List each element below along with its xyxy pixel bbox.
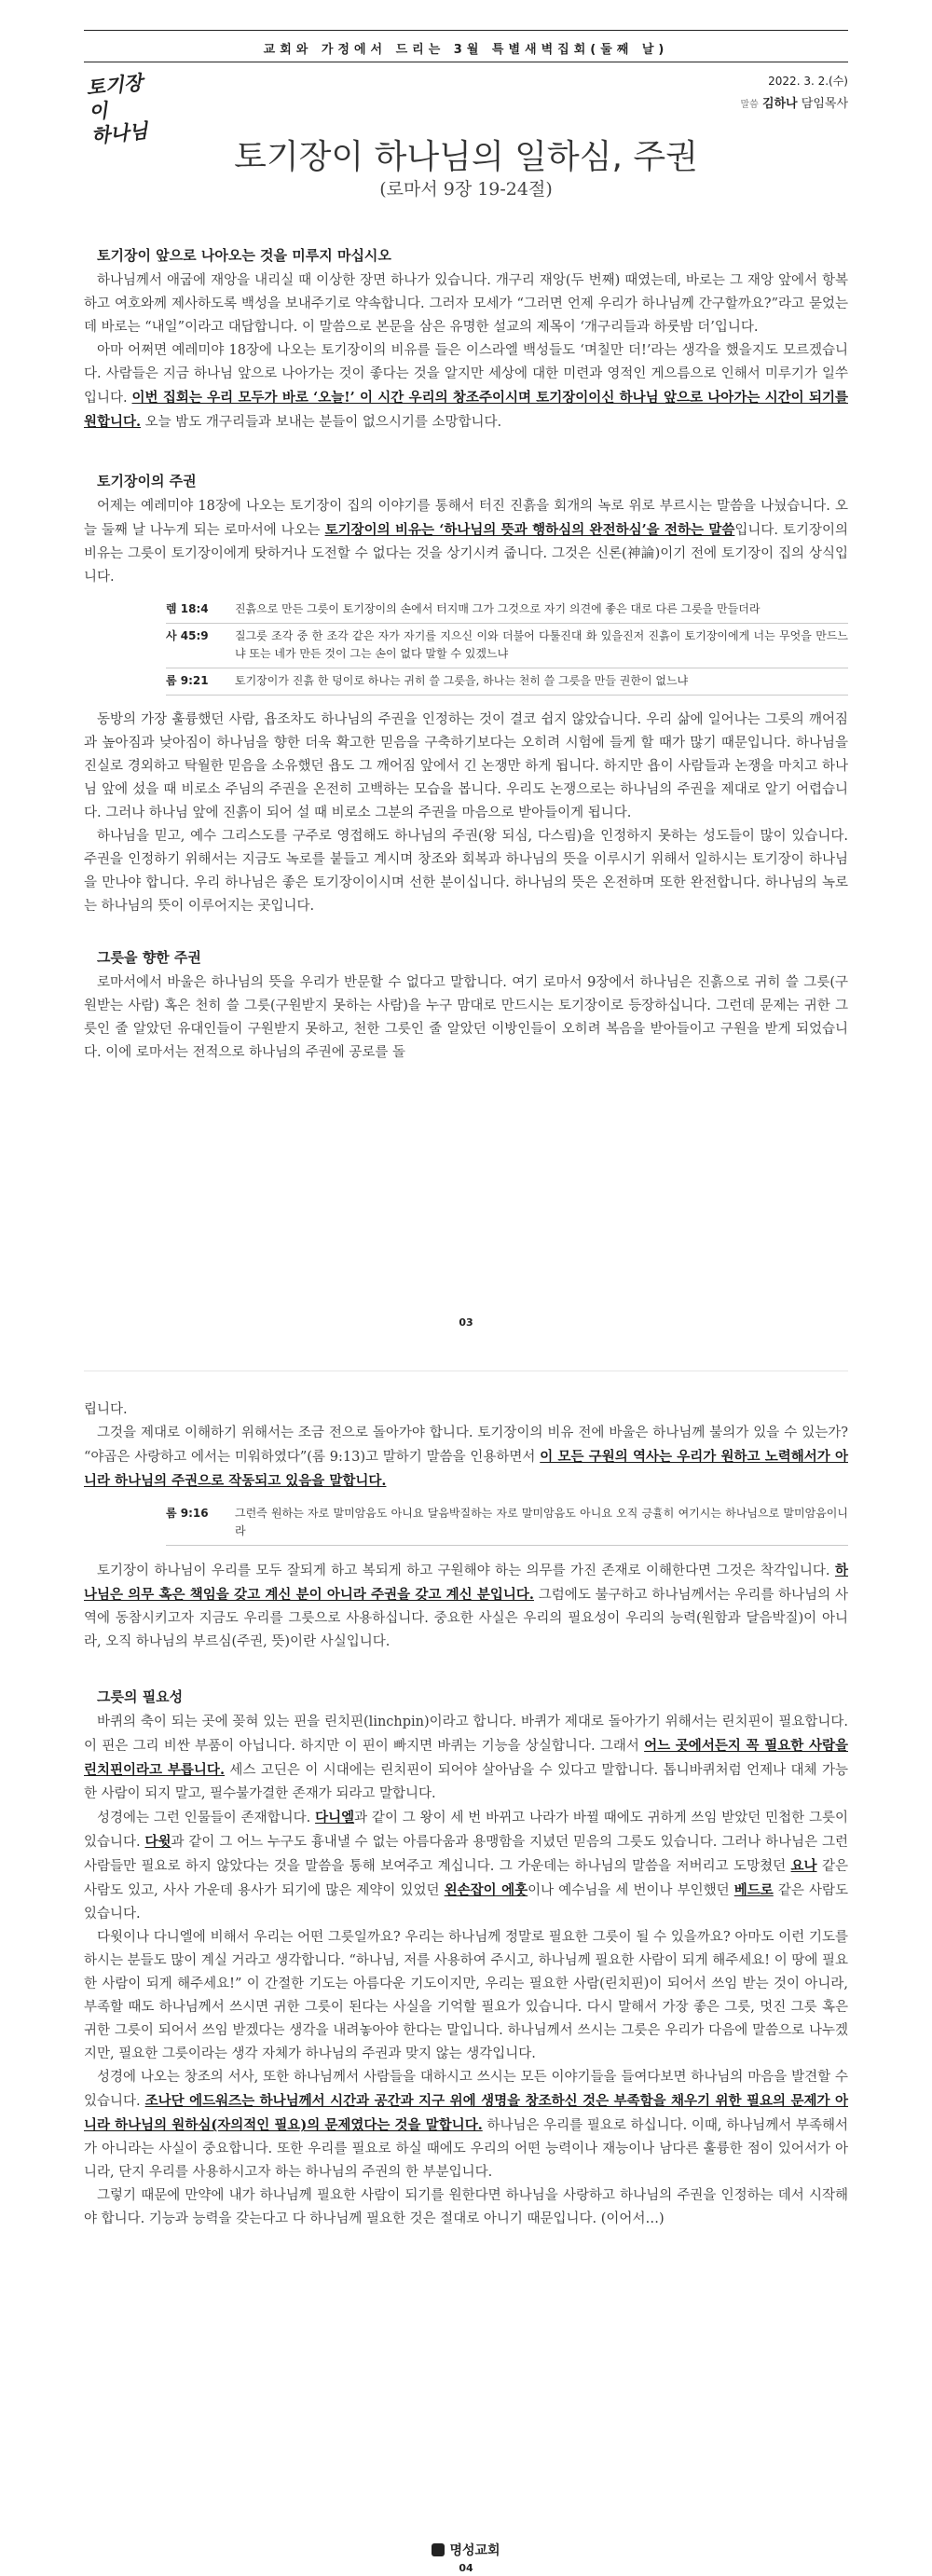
verse-reference: 사 45:9 xyxy=(166,629,209,642)
page-number: 03 xyxy=(459,1316,473,1329)
verse-row xyxy=(166,1501,848,1546)
highlight-text: 하나님은 의무 혹은 책임을 갖고 계신 분이 아니라 주권을 갖고 계신 분입니다. xyxy=(84,1563,848,1603)
section-heading: 그릇의 필요성 xyxy=(97,1688,184,1705)
paragraph: 그것을 제대로 이해하기 위해서는 조금 전으로 돌아가야 합니다. 토기장이의 비유 전에 바울은 하나님께 불의가 있을 수 있는가? “야곱은 사랑하고 에서는 미워하였다”(롬 9:13)고 말하기 말씀을 인용하면서 이 모든 구원의 역사는 우리가 원하고 노력해서가 아니라 하나님의 주권으로 작동되고 있음을 말합니다. xyxy=(84,1426,848,1489)
verse-text: 토기장이가 진흙 한 덩이로 하나는 귀히 쓸 그릇을, 하나는 천히 쓸 그릇을 만들 권한이 없느냐 xyxy=(235,674,689,687)
preacher-info xyxy=(740,93,848,111)
church-icon xyxy=(432,2543,445,2556)
paragraph: 아마 어쩌면 예레미야 18장에 나오는 토기장이의 비유를 들은 이스라엘 백성들도 ‘며칠만 더!’라는 생각을 했을지도 모르겠습니다. 사람들은 지금 하나님 앞으로 나아가는 것이 좋다는 것을 알지만 세상에 대한 미련과 영적인 게으름으로 인해서 미루기가 일쑤입니다. 이번 집회는 우리 모두가 바로 ‘오늘!’ 이 시간 우리의 창조주이시며 토기장이이신 하나님 앞으로 나아가는 시간이 되기를 원합니다. 오늘 밤도 개구리들과 보내는 분들이 없으시기를 소망합니다. xyxy=(84,343,848,430)
paragraph: 어제는 예레미야 18장에 나오는 토기장이 집의 이야기를 통해서 터진 진흙을 회개의 녹로 위로 부르시는 말씀을 나눴습니다. 오늘 둘째 날 나누게 되는 로마서에 나오는 토기장이의 비유는 ‘하나님의 뜻과 행하심의 완전하심’을 전하는 말씀입니다. 토기장이의 비유는 그릇이 토기장이에게 탓하거나 도전할 수 없다는 것을 상기시켜 줍니다. 그것은 신론(神論)이기 전에 토기장이 집의 상식입니다. xyxy=(84,499,848,585)
page-04-body xyxy=(84,1398,848,2231)
paragraph: 로마서에서 바울은 하나님의 뜻을 우리가 반문할 수 없다고 말합니다. 여기 로마서 9장에서 하나님은 진흙으로 귀히 쓸 그릇(구원받는 사람) 혹은 천히 쓸 그릇(구원받지 못하는 사람)을 누구 맘대로 만드시는 토기장이로 등장하십니다. 그런데 문제는 귀한 그릇인 줄 알았던 유대인들이 구원받지 못하고, 천한 그릇인 줄 알았던 이방인들이 오히려 복음을 받아들이고 구원을 받게 되었습니다. 이에 로마서는 전적으로 하나님의 주권에 공로를 돌 xyxy=(84,975,848,1060)
preacher-title: 담임목사 xyxy=(801,97,848,111)
person-name: 다윗 xyxy=(144,1834,171,1850)
person-name: 왼손잡이 에훗 xyxy=(444,1882,528,1898)
section-heading: 토기장이 앞으로 나아오는 것을 미루지 마십시오 xyxy=(97,247,391,264)
section-heading: 토기장이의 주권 xyxy=(97,473,197,489)
page-03-body xyxy=(84,244,848,1065)
paragraph: 바퀴의 축이 되는 곳에 꽂혀 있는 핀을 린치핀(linchpin)이라고 합니다. 바퀴가 제대로 돌아가기 위해서는 린치핀이 필요합니다. 이 핀은 그리 비싼 부품이 아닙니다. 하지만 이 핀이 빠지면 바퀴는 기능을 상실합니다. 그래서 어느 곳에서든지 꼭 필요한 사람을 린치핀이라고 부릅니다. 세스 고딘은 이 시대에는 린치핀이 되어야 살아남을 수 있다고 말합니다. 톱니바퀴처럼 언제나 대체 가능한 사람이 되지 말고, 필수불가결한 존재가 되라고 말합니다. xyxy=(84,1715,848,1801)
paragraph: 하나님께서 애굽에 재앙을 내리실 때 이상한 장면 하나가 있습니다. 개구리 재앙(두 번째) 때였는데, 바로는 그 재앙 앞에서 항복하고 여호와께 제사하도록 백성을 보내주기로 약속합니다. 그러자 모세가 “그러면 언제 우리가 하나님께 간구할까요?”라고 묻었는데 바로는 “내일”이라고 대답합니다. 이 말씀으로 본문을 삼은 유명한 설교의 제목이 ‘개구리들과 하룻밤 더’입니다. xyxy=(84,273,848,335)
highlight-text: 어느 곳에서든지 꼭 필요한 사람을 린치핀이라고 부릅니다. xyxy=(84,1738,848,1778)
paragraph: 하나님을 믿고, 예수 그리스도를 구주로 영접해도 하나님의 주권(왕 되심, 다스림)을 인정하지 못하는 성도들이 많이 있습니다. 주권을 인정하기 위해서는 지금도 녹로를 붙들고 계시며 창조와 회복과 하나님의 뜻을 이루시기 위해서 일하시는 토기장이 하나님을 만나야 합니다. 우리 하나님은 좋은 토기장이이시며 선한 분이십니다. 하나님의 뜻은 온전하며 또한 완전합니다. 하나님의 녹로는 하나님의 뜻이 이루어지는 곳입니다. xyxy=(84,829,848,914)
verse-reference: 렘 18:4 xyxy=(166,602,209,615)
verse-text: 그런즉 원하는 자로 말미암음도 아니요 달음박질하는 자로 말미암음도 아니요 오직 긍휼히 여기시는 하나님으로 말미암음이니라 xyxy=(235,1507,848,1537)
preacher-label: 말씀 xyxy=(740,100,759,110)
verse-reference: 롬 9:16 xyxy=(166,1507,209,1520)
church-logo xyxy=(0,2541,932,2559)
section-heading: 그릇을 향한 주권 xyxy=(97,949,201,966)
person-name: 요나 xyxy=(790,1858,817,1874)
verse-table xyxy=(84,597,848,696)
paragraph: 그렇기 때문에 만약에 내가 하나님께 필요한 사람이 되기를 원한다면 하나님을 사랑하고 하나님의 주권을 인정하는 데서 시작해야 합니다. 기능과 능력을 갖는다고 다 하나님께 필요한 것은 절대로 아니기 때문입니다. (이어서…) xyxy=(84,2188,848,2226)
preacher-name: 김하나 xyxy=(761,97,798,111)
verse-table xyxy=(84,1501,848,1546)
church-name: 명성교회 xyxy=(449,2543,500,2558)
header-top-rule xyxy=(84,30,848,31)
paragraph: 립니다. xyxy=(84,1402,128,1417)
paragraph: 다윗이나 다니엘에 비해서 우리는 어떤 그릇일까요? 우리는 하나님께 정말로 필요한 그릇이 될 수 있을까요? 아마도 이런 기도를 하시는 분들도 많이 계실 거라고 생각합니다. “하나님, 저를 사용하여 주시고, 하나님께 필요한 사람이 되게 해주세요! 이 땅에 필요한 사람이 되게 해주세요!” 이 간절한 기도는 아름다운 기도이지만, 우리는 필요한 사람(린치핀)이 되어서 쓰임 받는 것이 아니라, 부족할 때도 하나님께서 쓰시면 귀한 그릇이 된다는 사실을 기억할 필요가 있습니다. 다시 말해서 가장 좋은 그릇, 멋진 그릇 혹은 귀한 그릇이 되어서 쓰임 받겠다는 생각을 내려놓아야 한다는 말입니다. 하나님께서 쓰시는 그릇은 우리가 다음에 말씀으로 나누겠지만, 필요한 그릇이라는 생각 자체가 하나님의 주권과 맞지 않는 생각입니다. xyxy=(84,1930,848,2061)
verse-text: 진흙으로 만든 그릇이 토기장이의 손에서 터지매 그가 그것으로 자기 의견에 좋은 대로 다른 그릇을 만들더라 xyxy=(235,602,761,615)
event-title: 교회와 가정에서 드리는 3월 특별새벽집회(둘째 날) xyxy=(263,43,669,57)
verse-reference: 롬 9:21 xyxy=(166,674,209,687)
highlight-text: 이번 집회는 우리 모두가 바로 ‘오늘!’ 이 시간 우리의 창조주이시며 토기장이이신 하나님 앞으로 나아가는 시간이 되기를 원합니다. xyxy=(84,390,848,430)
person-name: 베드로 xyxy=(733,1882,774,1898)
highlight-text: 토기장이의 비유는 ‘하나님의 뜻과 행하심의 완전하심’을 전하는 말씀 xyxy=(324,522,735,538)
verse-row xyxy=(166,624,848,668)
paragraph: 토기장이 하나님이 우리를 모두 잘되게 하고 복되게 하고 구원해야 하는 의무를 가진 존재로 이해한다면 그것은 착각입니다. 하나님은 의무 혹은 책임을 갖고 계신 분이 아니라 주권을 갖고 계신 분입니다. 그럼에도 불구하고 하나님께서는 우리를 하나님의 사역에 동참시키고자 지금도 우리를 그릇으로 사용하십니다. 중요한 사실은 우리의 필요성이 우리의 능력(원함과 달음박질)이 아니라, 오직 하나님의 부르심(주권, 뜻)이란 사실입니다. xyxy=(84,1563,848,1649)
sermon-title: 토기장이 하나님의 일하심, 주권 xyxy=(234,138,698,176)
page-number: 04 xyxy=(459,2562,473,2574)
paragraph: 성경에는 그런 인물들이 존재합니다. 다니엘과 같이 그 왕이 세 번 바뀌고 나라가 바뀔 때에도 귀하게 쓰임 받았던 민첩한 그릇이 있습니다. 다윗과 같이 그 어느 누구도 흉내낼 수 없는 아름다움과 용맹함을 지녔던 믿음의 그릇도 있습니다. 그러나 하나님은 그런 사람들만 필요로 하지 않았다는 것을 말씀을 통해 보여주고 계십니다. 그 가운데는 하나님의 말씀을 저버리고 도망쳤던 요나 같은 사람도 있고, 사사 가운데 용사가 되기에 많은 제약이 있었던 왼손잡이 에훗이나 예수님을 세 번이나 부인했던 베드로 같은 사람도 있습니다. xyxy=(84,1810,848,1922)
series-logo: 토기장이 하나님 xyxy=(85,70,149,148)
person-name: 다니엘 xyxy=(315,1810,355,1825)
sermon-date: 2022. 3. 2.(수) xyxy=(768,75,848,88)
paragraph: 동방의 가장 훌륭했던 사람, 욥조차도 하나님의 주권을 인정하는 것이 결코 쉽지 않았습니다. 우리 삶에 일어나는 그릇의 깨어짐과 높아짐과 낮아짐이 하나님을 향한 더욱 확고한 믿음을 구축하기보다는 오히려 시험에 들게 할 때가 많기 때문입니다. 하나님을 진실로 경외하고 탁월한 믿음을 소유했던 욥도 그 깨어짐 앞에서 긴 논쟁만 하게 됩니다. 하지만 욥이 사람들과 논쟁을 마치고 하나님 앞에 섰을 때 비로소 주님의 주권을 온전히 고백하는 모습을 봅니다. 우리도 논쟁으로는 하나님의 주권을 제대로 알기 어렵습니다. 그러나 하나님 앞에 진흙이 되어 설 때 비로소 그분의 주권을 마음으로 받아들이게 됩니다. xyxy=(84,712,848,820)
verse-row xyxy=(166,668,848,696)
highlight-text: 조나단 에드워즈는 하나님께서 시간과 공간과 지구 위에 생명을 창조하신 것은 부족함을 채우기 위한 필요의 문제가 아니라 하나님의 원하심(자의적인 필요)의 문제였다는 것을 말합니다. xyxy=(84,2093,848,2133)
verse-text: 질그릇 조각 중 한 조각 같은 자가 자기를 지으신 이와 더불어 다툴진대 화 있을진저 진흙이 토기장이에게 너는 무엇을 만드느냐 또는 네가 만든 것이 그는 손이 없다 말할 수 있겠느냐 xyxy=(235,629,848,660)
verse-row xyxy=(166,597,848,624)
scripture-reference: (로마서 9장 19-24절) xyxy=(379,179,553,200)
highlight-text: 이 모든 구원의 역사는 우리가 원하고 노력해서가 아니라 하나님의 주권으로 작동되고 있음을 말합니다. xyxy=(84,1449,848,1489)
paragraph: 성경에 나오는 창조의 서사, 또한 하나님께서 사람들을 대하시고 쓰시는 모든 이야기들을 들여다보면 하나님의 마음을 발견할 수 있습니다. 조나단 에드워즈는 하나님께서 시간과 공간과 지구 위에 생명을 창조하신 것은 부족함을 채우기 위한 필요의 문제가 아니라 하나님의 원하심(자의적인 필요)의 문제였다는 것을 말합니다. 하나님은 우리를 필요로 하십니다. 이때, 하나님께서 부족해서가 아니라는 사실이 중요합니다. 또한 우리를 필요로 하실 때에도 우리의 어떤 능력이나 재능이나 남다른 훌륭한 점이 있어서가 아니라, 단지 우리를 사용하시고자 하는 하나님의 주권의 한 부분입니다. xyxy=(84,2070,848,2180)
